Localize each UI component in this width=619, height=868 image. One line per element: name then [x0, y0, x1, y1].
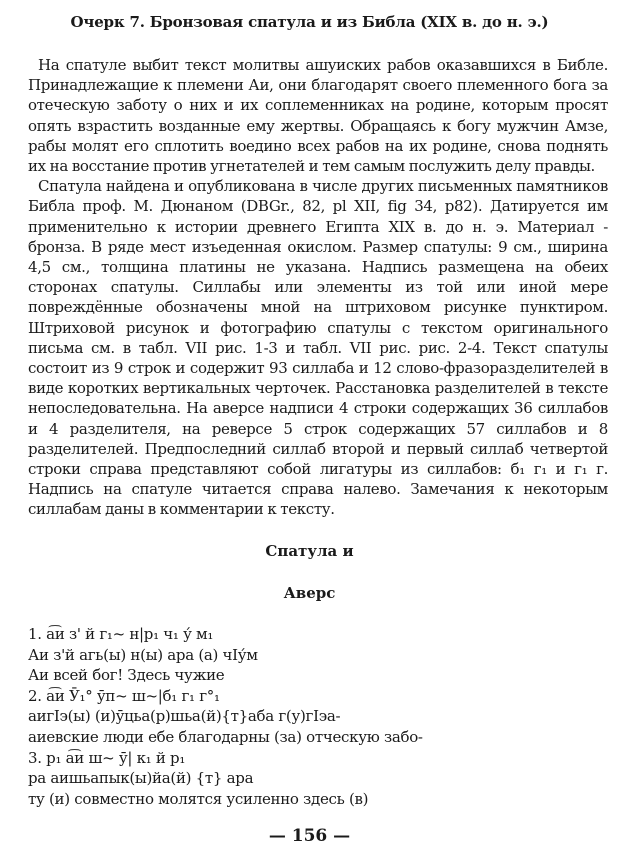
inscription-line: 3. р₁ а͡и ш~ ӯ| к₁ й р₁ [28, 748, 186, 767]
inscription-text [28, 624, 608, 809]
subsection-title: Аверс [283, 584, 336, 602]
transliteration-line: ра аишьапык(ы)йа(й) {т} ара [28, 769, 254, 788]
transliteration-line: аигІэ(ы) (и)ӯцьа(р)шьа(й){т}аба г(у)гІэа- [28, 707, 341, 726]
paragraph: На спатуле выбит текст молитвы ашуиских рабов оказавшихся в Библе. Принадлежащие к племени Аи, они благодарят своего племенного бога за отеческую заботу о них и их соплеменниках на родине, которым просят опять взрастить возданные ему жертвы. Обращаясь к богу мужчин Амзе, рабы молят его сплотить воедино всех рабов на их родине, снова поднять их на восстание против угнетателей и тем самым послужить делу правды. [28, 56, 608, 176]
paragraph: Спатула найдена и опубликована в числе других письменных памятников Библа проф. М. Дюнаном (DBGr., 82, pl XII, fig 34, p82). Датируется им применительно к истории древнего Египта XIX в. до н. э. Материал - бронза. В ряде мест изъеденная окислом. Размер спатулы: 9 см., ширина 4,5 см., толщина платины не указана. Надпись размещена на обеих сторонах спатулы. Силлабы или элементы из той или иной мере повреждённые обозначены мной на штриховом рисунке пунктиром. Штриховой рисунок и фотографию спатулы с текстом оригинального письма см. в табл. VII рис. 1-3 и табл. VII рис. рис. 2-4. Текст спатулы состоит из 9 строк и содержит 93 силлаба и 12 слово-фразоразделителей в виде коротких вертикальных черточек. Расстановка разделителей в тексте непоследовательна. На аверсе надписи 4 строки содержащих 36 силлабов и 4 разделителя, на реверсе 5 строк содержащих 57 силлабов и 8 разделителей. Предпоследний силлаб второй и первый силлаб четвертой строки справа представляют собой лигатуры из силлабов: б₁ г₁ и г₁ г. Надпись на спатуле читается справа налево. Замечания к некоторым силлабам даны в комментарии к тексту. [28, 177, 608, 519]
page-title: Очерк 7. Бронзовая спатула и из Библа (XIX в. до н. э.) [70, 13, 549, 31]
inscription-line: 2. а͡и Ӯ₁° ӯп~ ш~|б₁ г₁ г°₁ [28, 686, 220, 705]
body-text [28, 55, 608, 520]
translation-line: ту (и) совместно молятся усиленно здесь (в) [28, 789, 369, 808]
translation-line: Аи всей бог! Здесь чужие [28, 666, 225, 685]
page-number: — 156 — [268, 826, 351, 846]
transliteration-line: Аи з'й агь(ы) н(ы) ара (а) чІу́м [28, 645, 258, 664]
translation-line: аиевские люди ебе благодарны (за) отческую забо- [28, 727, 423, 746]
inscription-line: 1. а͡и з' й г₁~ н|р₁ ч₁ у́ м₁ [28, 625, 214, 643]
section-title: Спатула и [265, 542, 354, 560]
